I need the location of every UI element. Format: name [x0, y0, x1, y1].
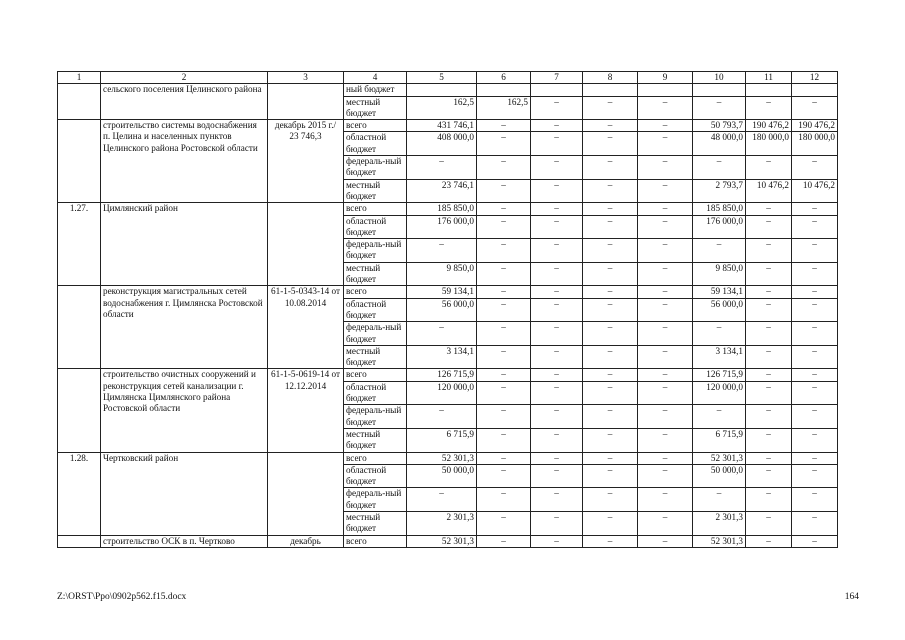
amount-cell: – [583, 428, 638, 452]
amount-cell: 56 000,0 [407, 298, 477, 322]
amount-cell: – [792, 405, 838, 429]
amount-cell: – [583, 239, 638, 263]
item-number [58, 120, 101, 203]
amount-cell: – [583, 369, 638, 381]
amount-cell: – [746, 488, 792, 512]
amount-cell: 52 301,3 [693, 452, 746, 464]
item-number [58, 535, 101, 547]
header-cell: 10 [693, 72, 746, 84]
amount-cell: – [746, 535, 792, 547]
amount-cell: – [531, 381, 583, 405]
amount-cell: 431 746,1 [407, 120, 477, 132]
amount-cell: – [477, 156, 531, 180]
amount-cell: 48 000,0 [693, 132, 746, 156]
amount-cell: – [531, 262, 583, 286]
amount-cell: – [638, 96, 693, 120]
amount-cell: – [638, 405, 693, 429]
amount-cell: 23 746,1 [407, 179, 477, 203]
funding-source: местный бюджет [344, 428, 407, 452]
amount-cell: – [638, 428, 693, 452]
budget-table [57, 71, 838, 548]
funding-source: федераль-ный бюджет [344, 488, 407, 512]
header-cell: 7 [531, 72, 583, 84]
amount-cell: – [477, 464, 531, 488]
amount-cell: – [407, 322, 477, 346]
page-number: 164 [844, 592, 859, 602]
amount-cell: – [477, 369, 531, 381]
item-document [268, 203, 344, 286]
amount-cell: – [693, 96, 746, 120]
amount-cell: – [477, 179, 531, 203]
amount-cell: – [746, 286, 792, 298]
item-name: строительство ОСК в п. Чертково [101, 535, 268, 547]
amount-cell: – [746, 428, 792, 452]
item-name: Цимлянский район [101, 203, 268, 286]
item-number [58, 84, 101, 120]
amount-cell: – [638, 262, 693, 286]
amount-cell: – [531, 322, 583, 346]
funding-source: федераль-ный бюджет [344, 322, 407, 346]
amount-cell: 185 850,0 [693, 203, 746, 215]
amount-cell: – [693, 322, 746, 346]
amount-cell: – [693, 405, 746, 429]
amount-cell: – [407, 156, 477, 180]
amount-cell: – [583, 322, 638, 346]
amount-cell: – [531, 215, 583, 239]
item-name: сельского поселения Целинского района [101, 84, 268, 120]
amount-cell: – [531, 345, 583, 369]
header-cell: 2 [101, 72, 268, 84]
amount-cell: – [638, 511, 693, 535]
amount-cell: – [477, 345, 531, 369]
amount-cell: – [638, 132, 693, 156]
amount-cell: – [531, 156, 583, 180]
amount-cell: – [638, 203, 693, 215]
amount-cell: – [746, 405, 792, 429]
amount-cell: – [583, 156, 638, 180]
amount-cell: – [638, 239, 693, 263]
amount-cell: – [792, 452, 838, 464]
amount-cell: – [583, 96, 638, 120]
amount-cell: – [477, 511, 531, 535]
amount-cell: – [746, 452, 792, 464]
funding-source: всего [344, 369, 407, 381]
amount-cell: – [638, 369, 693, 381]
amount-cell: 56 000,0 [693, 298, 746, 322]
funding-source: всего [344, 535, 407, 547]
amount-cell: – [638, 298, 693, 322]
amount-cell: – [746, 262, 792, 286]
amount-cell [746, 84, 792, 96]
item-document [268, 84, 344, 120]
amount-cell: – [531, 286, 583, 298]
amount-cell: – [746, 203, 792, 215]
table-row [58, 203, 838, 215]
amount-cell: 408 000,0 [407, 132, 477, 156]
item-number [58, 286, 101, 369]
amount-cell: – [583, 381, 638, 405]
amount-cell: – [792, 428, 838, 452]
amount-cell: – [792, 464, 838, 488]
amount-cell: – [693, 239, 746, 263]
amount-cell: – [638, 488, 693, 512]
amount-cell [638, 84, 693, 96]
amount-cell: 52 301,3 [407, 452, 477, 464]
amount-cell: – [583, 286, 638, 298]
amount-cell: 126 715,9 [407, 369, 477, 381]
item-name: строительство очистных сооружений и реконструкция сетей канализации г. Цимлянска Цимлянского района Ростовской области [101, 369, 268, 452]
amount-cell: – [477, 286, 531, 298]
amount-cell [477, 84, 531, 96]
amount-cell: – [638, 464, 693, 488]
amount-cell: – [477, 132, 531, 156]
amount-cell: 2 301,3 [693, 511, 746, 535]
amount-cell: 59 134,1 [693, 286, 746, 298]
amount-cell: – [693, 156, 746, 180]
amount-cell: – [638, 120, 693, 132]
amount-cell: – [792, 203, 838, 215]
amount-cell: – [583, 464, 638, 488]
table-row [58, 535, 838, 547]
amount-cell: – [477, 215, 531, 239]
amount-cell: – [638, 286, 693, 298]
header-cell: 12 [792, 72, 838, 84]
amount-cell: – [531, 405, 583, 429]
amount-cell: 6 715,9 [407, 428, 477, 452]
header-cell: 1 [58, 72, 101, 84]
amount-cell: 9 850,0 [693, 262, 746, 286]
amount-cell: 120 000,0 [407, 381, 477, 405]
amount-cell: – [746, 322, 792, 346]
amount-cell: – [746, 464, 792, 488]
funding-source: областной бюджет [344, 298, 407, 322]
item-name: реконструкция магистральных сетей водоснабжения г. Цимлянска Ростовской области [101, 286, 268, 369]
amount-cell: – [792, 156, 838, 180]
amount-cell [531, 84, 583, 96]
amount-cell: – [583, 405, 638, 429]
table-row [58, 84, 838, 96]
amount-cell: – [638, 322, 693, 346]
funding-source: местный бюджет [344, 179, 407, 203]
item-name: строительство системы водоснабжения п. Целина и населенных пунктов Целинского района Ростовской области [101, 120, 268, 203]
amount-cell: – [531, 535, 583, 547]
table-row [58, 452, 838, 464]
amount-cell: 185 850,0 [407, 203, 477, 215]
item-document: декабрь [268, 535, 344, 547]
amount-cell: – [407, 405, 477, 429]
amount-cell: – [531, 428, 583, 452]
amount-cell: – [583, 179, 638, 203]
amount-cell: 10 476,2 [746, 179, 792, 203]
amount-cell: – [477, 262, 531, 286]
amount-cell: 10 476,2 [792, 179, 838, 203]
amount-cell: – [638, 535, 693, 547]
amount-cell: – [407, 239, 477, 263]
amount-cell: – [638, 215, 693, 239]
amount-cell: – [792, 215, 838, 239]
header-cell: 9 [638, 72, 693, 84]
header-cell: 8 [583, 72, 638, 84]
amount-cell: 59 134,1 [407, 286, 477, 298]
amount-cell: 126 715,9 [693, 369, 746, 381]
amount-cell [792, 84, 838, 96]
amount-cell: – [638, 179, 693, 203]
amount-cell: – [531, 488, 583, 512]
header-cell: 6 [477, 72, 531, 84]
amount-cell: – [792, 488, 838, 512]
amount-cell: 6 715,9 [693, 428, 746, 452]
amount-cell: – [477, 452, 531, 464]
funding-source: всего [344, 203, 407, 215]
amount-cell: 3 134,1 [693, 345, 746, 369]
amount-cell: 162,5 [407, 96, 477, 120]
amount-cell: – [477, 405, 531, 429]
amount-cell: 52 301,3 [693, 535, 746, 547]
funding-source: местный бюджет [344, 262, 407, 286]
item-document: 61-1-5-0343-14 от 10.08.2014 [268, 286, 344, 369]
amount-cell: – [792, 298, 838, 322]
header-cell: 11 [746, 72, 792, 84]
amount-cell: 176 000,0 [693, 215, 746, 239]
amount-cell: 2 793,7 [693, 179, 746, 203]
item-name: Чертковский район [101, 452, 268, 535]
amount-cell: – [746, 369, 792, 381]
funding-source: всего [344, 452, 407, 464]
amount-cell: – [477, 428, 531, 452]
item-number [58, 369, 101, 452]
item-document: декабрь 2015 г./ 23 746,3 [268, 120, 344, 203]
amount-cell: – [531, 239, 583, 263]
amount-cell: – [531, 452, 583, 464]
amount-cell: – [792, 381, 838, 405]
amount-cell: – [477, 488, 531, 512]
amount-cell: – [531, 464, 583, 488]
amount-cell: – [583, 452, 638, 464]
amount-cell: – [583, 511, 638, 535]
amount-cell: – [792, 286, 838, 298]
item-document [268, 452, 344, 535]
amount-cell: – [638, 156, 693, 180]
amount-cell: 2 301,3 [407, 511, 477, 535]
table-row [58, 286, 838, 298]
amount-cell: 176 000,0 [407, 215, 477, 239]
amount-cell: – [531, 179, 583, 203]
amount-cell: – [477, 381, 531, 405]
amount-cell: – [583, 203, 638, 215]
amount-cell: – [792, 369, 838, 381]
amount-cell: – [792, 322, 838, 346]
file-path: Z:\ORST\Ppo\0902p562.f15.docx [57, 592, 187, 602]
amount-cell: – [746, 239, 792, 263]
funding-source: областной бюджет [344, 464, 407, 488]
amount-cell: – [531, 203, 583, 215]
table-row [58, 369, 838, 381]
amount-cell: 180 000,0 [746, 132, 792, 156]
amount-cell: 9 850,0 [407, 262, 477, 286]
amount-cell: – [746, 381, 792, 405]
amount-cell: – [746, 298, 792, 322]
amount-cell: 52 301,3 [407, 535, 477, 547]
funding-source: областной бюджет [344, 215, 407, 239]
funding-source: местный бюджет [344, 96, 407, 120]
item-number: 1.28. [58, 452, 101, 535]
funding-source: ный бюджет [344, 84, 407, 96]
header-cell: 5 [407, 72, 477, 84]
amount-cell: – [407, 488, 477, 512]
amount-cell: – [583, 120, 638, 132]
funding-source: федераль-ный бюджет [344, 239, 407, 263]
amount-cell [693, 84, 746, 96]
amount-cell [583, 84, 638, 96]
amount-cell [407, 84, 477, 96]
amount-cell: – [638, 345, 693, 369]
amount-cell: – [693, 488, 746, 512]
amount-cell: – [531, 132, 583, 156]
funding-source: областной бюджет [344, 381, 407, 405]
amount-cell: 162,5 [477, 96, 531, 120]
amount-cell: – [531, 511, 583, 535]
amount-cell: – [746, 511, 792, 535]
amount-cell: – [792, 96, 838, 120]
amount-cell: – [477, 322, 531, 346]
amount-cell: – [746, 345, 792, 369]
amount-cell: 180 000,0 [792, 132, 838, 156]
amount-cell: – [477, 239, 531, 263]
amount-cell: – [583, 345, 638, 369]
amount-cell: – [583, 298, 638, 322]
amount-cell: 190 476,2 [746, 120, 792, 132]
amount-cell: – [477, 298, 531, 322]
funding-source: местный бюджет [344, 511, 407, 535]
funding-source: местный бюджет [344, 345, 407, 369]
amount-cell: – [792, 262, 838, 286]
funding-source: федераль-ный бюджет [344, 156, 407, 180]
header-cell: 3 [268, 72, 344, 84]
header-cell: 4 [344, 72, 407, 84]
amount-cell: 190 476,2 [792, 120, 838, 132]
amount-cell: – [531, 298, 583, 322]
item-document: 61-1-5-0619-14 от 12.12.2014 [268, 369, 344, 452]
amount-cell: 3 134,1 [407, 345, 477, 369]
funding-source: федераль-ный бюджет [344, 405, 407, 429]
amount-cell: 120 000,0 [693, 381, 746, 405]
amount-cell: – [583, 262, 638, 286]
amount-cell: – [746, 96, 792, 120]
amount-cell: – [531, 369, 583, 381]
header-row [58, 72, 838, 84]
amount-cell: – [531, 96, 583, 120]
amount-cell: 50 000,0 [407, 464, 477, 488]
amount-cell: – [746, 215, 792, 239]
table-row [58, 120, 838, 132]
amount-cell: 50 793,7 [693, 120, 746, 132]
funding-source: всего [344, 120, 407, 132]
amount-cell: – [477, 203, 531, 215]
amount-cell: – [638, 381, 693, 405]
amount-cell: – [531, 120, 583, 132]
amount-cell: – [477, 535, 531, 547]
amount-cell: – [792, 345, 838, 369]
amount-cell: – [746, 156, 792, 180]
amount-cell: – [792, 511, 838, 535]
amount-cell: – [583, 215, 638, 239]
amount-cell: – [583, 535, 638, 547]
funding-source: всего [344, 286, 407, 298]
amount-cell: – [583, 488, 638, 512]
amount-cell: – [638, 452, 693, 464]
funding-source: областной бюджет [344, 132, 407, 156]
amount-cell: – [792, 535, 838, 547]
amount-cell: – [477, 120, 531, 132]
amount-cell: – [792, 239, 838, 263]
item-number: 1.27. [58, 203, 101, 286]
amount-cell: 50 000,0 [693, 464, 746, 488]
amount-cell: – [583, 132, 638, 156]
